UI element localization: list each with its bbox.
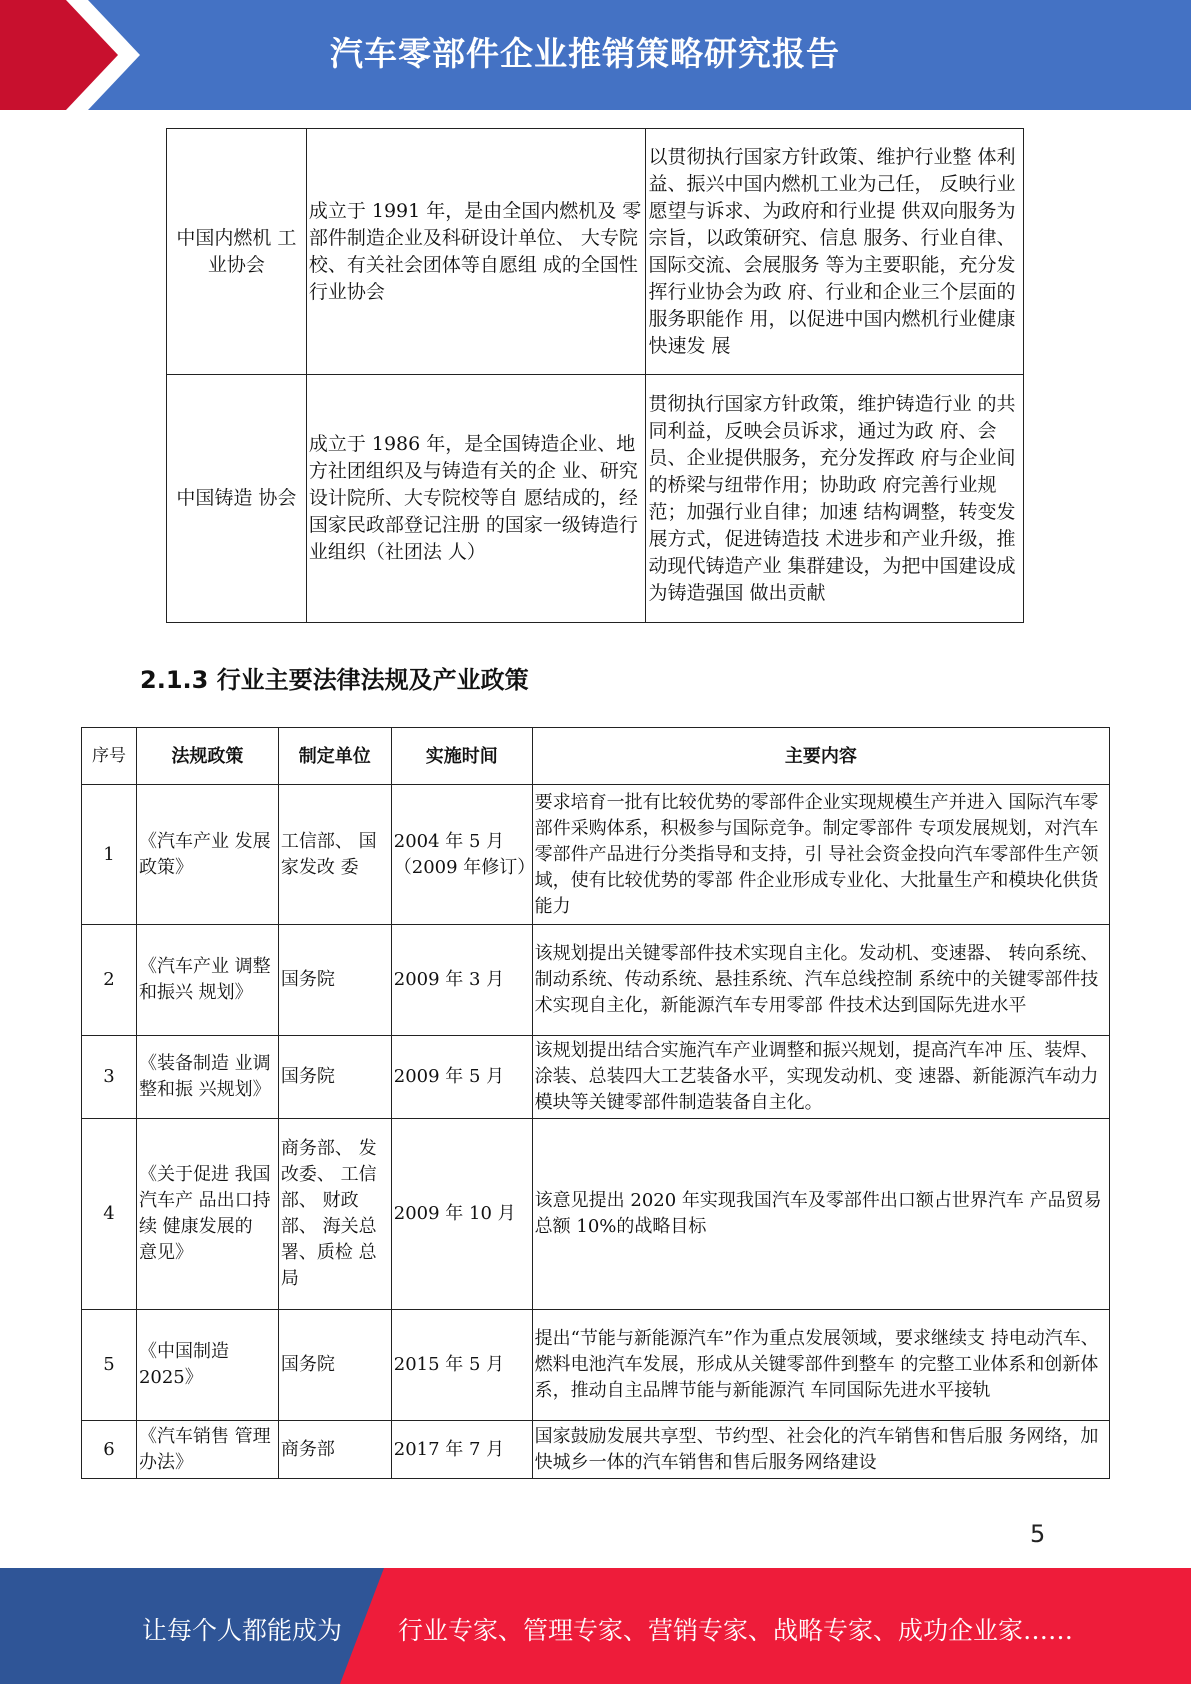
row-seq: 3: [82, 1036, 137, 1119]
header-arrow-logo: [0, 0, 160, 110]
row-content: 国家鼓励发展共享型、节约型、社会化的汽车销售和售后服 务网络，加快城乡一体的汽车销售和售后服务网络建设: [532, 1421, 1109, 1479]
table-row: [167, 375, 1024, 623]
row-seq: 6: [82, 1421, 137, 1479]
policy-table: [81, 727, 1110, 1479]
table-row: [82, 1119, 1110, 1310]
column-header-seq: 序号: [82, 728, 137, 785]
association-intro: 成立于 1991 年，是由全国内燃机及 零部件制造企业及科研设计单位、 大专院校、有关社会团体等自愿组 成的全国性行业协会: [306, 129, 646, 375]
row-policy: 《汽车销售 管理办法》: [136, 1421, 278, 1479]
row-policy: 《关于促进 我国汽车产 品出口持续 健康发展的 意见》: [136, 1119, 278, 1310]
table-row: [82, 925, 1110, 1036]
column-header-policy: 法规政策: [136, 728, 278, 785]
row-unit: 国务院: [278, 925, 391, 1036]
document-title: 汽车零部件企业推销策略研究报告: [330, 34, 840, 73]
row-policy: 《汽车产业 发展政策》: [136, 785, 278, 925]
row-unit: 商务部: [278, 1421, 391, 1479]
table-row: [167, 129, 1024, 375]
row-unit: 工信部、 国家发改 委: [278, 785, 391, 925]
row-time: 2015 年 5 月: [391, 1310, 532, 1421]
row-time: 2004 年 5 月（2009 年修订）: [391, 785, 532, 925]
table-header-row: [82, 728, 1110, 785]
table-row: [82, 1310, 1110, 1421]
row-content: 该意见提出 2020 年实现我国汽车及零部件出口额占世界汽车 产品贸易总额 10%的战略目标: [532, 1119, 1109, 1310]
row-content: 要求培育一批有比较优势的零部件企业实现规模生产并进入 国际汽车零部件采购体系，积极参与国际竞争。制定零部件 专项发展规划，对汽车零部件产品进行分类指导和支持，引 导社会资金投向汽车零部件生产领域，使有比较优势的零部 件企业形成专业化、大批量生产和模块化供货能力: [532, 785, 1109, 925]
row-unit: 国务院: [278, 1310, 391, 1421]
association-intro: 成立于 1986 年，是全国铸造企业、地方社团组织及与铸造有关的企 业、研究设计院所、大专院校等自 愿结成的，经国家民政部登记注册 的国家一级铸造行业组织（社团法 人）: [306, 375, 646, 623]
row-content: 提出“节能与新能源汽车”作为重点发展领域，要求继续支 持电动汽车、燃料电池汽车发展，形成从关键零部件到整车 的完整工业体系和创新体系，推动自主品牌节能与新能源汽 车同国际先进水平接轨: [532, 1310, 1109, 1421]
row-seq: 1: [82, 785, 137, 925]
section-heading: 2.1.3 行业主要法律法规及产业政策: [140, 666, 529, 694]
row-unit: 国务院: [278, 1036, 391, 1119]
row-policy: 《汽车产业 调整和振兴 规划》: [136, 925, 278, 1036]
row-unit: 商务部、 发改委、 工信部、 财政部、 海关总署、质检 总局: [278, 1119, 391, 1310]
row-time: 2017 年 7 月: [391, 1421, 532, 1479]
associations-table: [166, 128, 1024, 623]
column-header-time: 实施时间: [391, 728, 532, 785]
footer-slogan-left: 让每个人都能成为: [142, 1616, 343, 1645]
table-row: [82, 1421, 1110, 1479]
row-policy: 《装备制造 业调整和振 兴规划》: [136, 1036, 278, 1119]
row-content: 该规划提出结合实施汽车产业调整和振兴规划，提高汽车冲 压、装焊、涂装、总装四大工艺装备水平，实现发动机、变 速器、新能源汽车动力模块等关键零部件制造装备自主化。: [532, 1036, 1109, 1119]
row-seq: 5: [82, 1310, 137, 1421]
page-number: 5: [1030, 1520, 1046, 1548]
row-seq: 4: [82, 1119, 137, 1310]
row-time: 2009 年 10 月: [391, 1119, 532, 1310]
row-time: 2009 年 5 月: [391, 1036, 532, 1119]
association-mission: 以贯彻执行国家方针政策、维护行业整 体利益、振兴中国内燃机工业为己任， 反映行业愿望与诉求、为政府和行业提 供双向服务为宗旨，以政策研究、信息 服务、行业自律、国际交流、会展服务 等为主要职能，充分发挥行业协会为政 府、行业和企业三个层面的服务职能作 用，以促进中国内燃机行业健康快速发 展: [646, 129, 1024, 375]
association-name: 中国铸造 协会: [167, 375, 307, 623]
footer-slogan-right: 行业专家、管理专家、营销专家、战略专家、成功企业家……: [398, 1616, 1074, 1645]
association-name: 中国内燃机 工业协会: [167, 129, 307, 375]
column-header-unit: 制定单位: [278, 728, 391, 785]
table-row: [82, 785, 1110, 925]
row-seq: 2: [82, 925, 137, 1036]
row-policy: 《中国制造 2025》: [136, 1310, 278, 1421]
association-mission: 贯彻执行国家方针政策，维护铸造行业 的共同利益，反映会员诉求，通过为政 府、会员、企业提供服务，充分发挥政 府与企业间的桥梁与纽带作用；协助政 府完善行业规范；加强行业自律；加速 结构调整，转变发展方式，促进铸造技 术进步和产业升级，推动现代铸造产业 集群建设，为把中国建设成为铸造强国 做出贡献: [646, 375, 1024, 623]
row-content: 该规划提出关键零部件技术实现自主化。发动机、变速器、 转向系统、制动系统、传动系统、悬挂系统、汽车总线控制 系统中的关键零部件技术实现自主化，新能源汽车专用零部 件技术达到国际先进水平: [532, 925, 1109, 1036]
row-time: 2009 年 3 月: [391, 925, 532, 1036]
table-row: [82, 1036, 1110, 1119]
column-header-content: 主要内容: [532, 728, 1109, 785]
